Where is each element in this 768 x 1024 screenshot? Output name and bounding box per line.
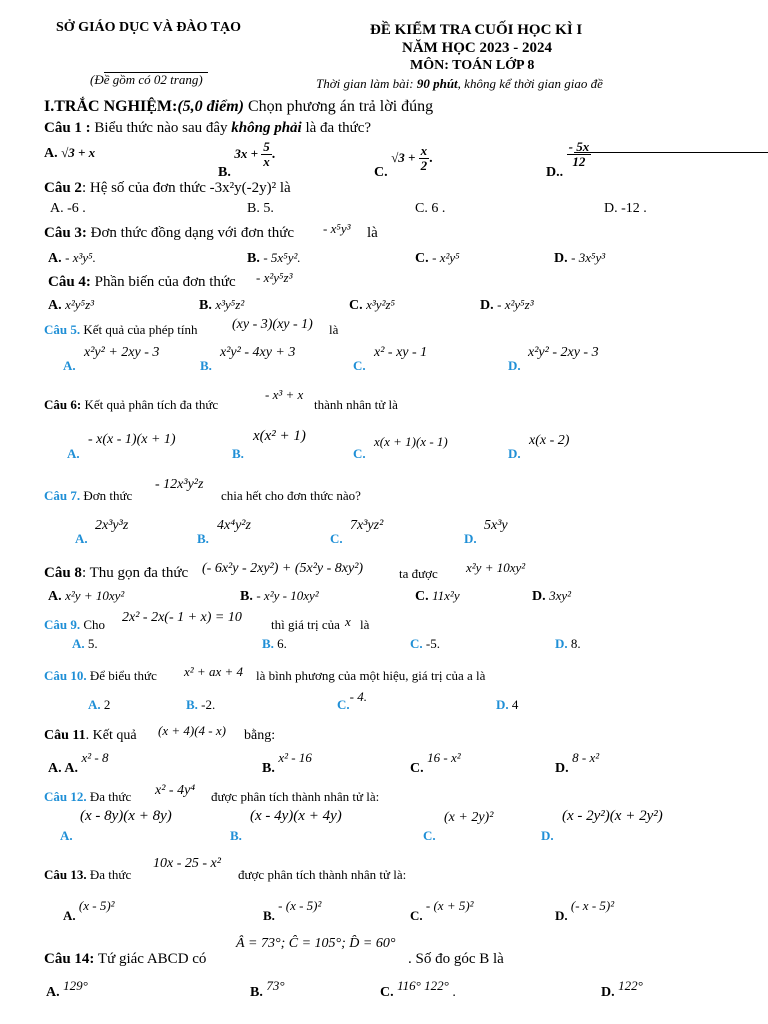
q13-tail: được phân tích thành nhân tử là:	[238, 867, 407, 882]
q7-option-a[interactable]: 2x³y³z	[95, 518, 129, 533]
q8-expression: (- 6x²y - 2xy²) + (5x²y - 8xy²)	[202, 561, 364, 576]
q9-variable: x	[345, 614, 351, 629]
time-note: Thời gian làm bài: 90 phút, không kể thời gian giao đề	[316, 76, 603, 91]
q6-tail: thành nhân tử là	[314, 397, 398, 412]
q6-option-c-label[interactable]: C.	[353, 446, 366, 461]
q6-option-d-label[interactable]: D.	[508, 446, 521, 461]
q1-option-a[interactable]: A. √3 + x	[44, 145, 96, 161]
q8-option-c[interactable]: C. 11x²y	[415, 588, 460, 604]
q6-expression: - x³ + x	[265, 387, 304, 402]
school-department: SỞ GIÁO DỤC VÀ ĐÀO TẠO	[56, 20, 242, 35]
q12-option-b-label[interactable]: B.	[230, 828, 242, 843]
q12-option-d[interactable]: (x - 2y²)(x + 2y²)	[562, 808, 663, 824]
question-8: Câu 8: Thu gọn đa thức	[44, 565, 189, 581]
q8-tail: ta được	[399, 566, 438, 581]
q14-option-c[interactable]: C. 116° 122° .	[380, 978, 456, 1000]
q12-option-d-label[interactable]: D.	[541, 828, 554, 843]
q13-option-d[interactable]: D. (- x - 5)²	[555, 898, 615, 923]
q11-option-b[interactable]: B. x² - 16	[262, 750, 312, 776]
q6-option-b-label[interactable]: B.	[232, 446, 244, 461]
question-12: Câu 12. Đa thức	[44, 789, 132, 804]
q14-option-d[interactable]: D. 122°	[601, 978, 643, 1000]
q12-option-c-label[interactable]: C.	[423, 828, 436, 843]
q5-option-d[interactable]: x²y² - 2xy - 3	[528, 345, 599, 360]
q4-option-b[interactable]: B. x³y⁵z²	[199, 297, 245, 313]
q3-option-b[interactable]: B. - 5x⁵y².	[247, 250, 301, 266]
q9-option-a[interactable]: A. 5.	[72, 636, 98, 651]
q2-option-a[interactable]: A. -6 .	[50, 201, 86, 216]
q11-option-c[interactable]: C. 16 - x²	[410, 750, 461, 776]
q4-option-d[interactable]: D. - x²y⁵z³	[480, 297, 534, 313]
q2-option-d[interactable]: D. -12 .	[604, 201, 647, 216]
q10-tail: là bình phương của một hiệu, giá trị của a là	[256, 668, 486, 683]
question-10: Câu 10. Để biểu thức	[44, 668, 157, 683]
question-4: Câu 4: Phần biến của đơn thức	[48, 274, 236, 290]
q5-option-b-label[interactable]: B.	[200, 358, 212, 373]
q12-option-a-label[interactable]: A.	[60, 828, 73, 843]
q11-expression: (x + 4)(4 - x)	[158, 723, 226, 738]
q7-option-c-label[interactable]: C.	[330, 531, 343, 546]
q8-option-b[interactable]: B. - x²y - 10xy²	[240, 588, 319, 604]
q12-option-c[interactable]: (x + 2y)²	[444, 810, 494, 825]
q11-option-d[interactable]: D. 8 - x²	[555, 750, 600, 776]
q9-expression: 2x² - 2x(- 1 + x) = 10	[122, 610, 242, 625]
q4-option-c[interactable]: C. x³y²z⁵	[349, 297, 396, 313]
q3-expression: - x⁵y³	[323, 221, 351, 236]
question-1: Câu 1 : Biểu thức nào sau đây không phải là đa thức?	[44, 120, 372, 136]
q9-tail: thì giá trị của	[271, 617, 340, 632]
subject: MÔN: TOÁN LỚP 8	[410, 58, 535, 73]
exam-title: ĐỀ KIỂM TRA CUỐI HỌC KÌ I	[370, 22, 583, 38]
q3-tail: là	[367, 225, 378, 241]
q5-option-a[interactable]: x²y² + 2xy - 3	[84, 345, 160, 360]
question-3: Câu 3: Đơn thức đồng dạng với đơn thức	[44, 225, 295, 241]
q6-option-c[interactable]: x(x + 1)(x - 1)	[374, 434, 448, 449]
q6-option-b[interactable]: x(x² + 1)	[253, 428, 306, 444]
question-14: Câu 14: Tứ giác ABCD có	[44, 951, 207, 967]
q3-option-c[interactable]: C. - x²y⁵	[415, 250, 460, 266]
q8-tail-expression: x²y + 10xy²	[466, 560, 526, 575]
question-2: Câu 2: Hệ số của đơn thức -3x²y(-2y)² là	[44, 180, 291, 196]
q11-option-a[interactable]: A. A. x² - 8	[48, 750, 109, 776]
q12-tail: được phân tích thành nhân tử là:	[211, 789, 380, 804]
q14-option-b[interactable]: B. 73°	[250, 978, 285, 1000]
q14-expression: Â = 73°; Ĉ = 105°; D̂ = 60°	[236, 936, 396, 951]
q4-expression: - x²y⁵z³	[256, 270, 293, 285]
section-title: I.TRẮC NGHIỆM:(5,0 điểm) Chọn phương án trả lời đúng	[44, 98, 434, 115]
q6-option-a-label[interactable]: A.	[67, 446, 80, 461]
q10-expression: x² + ax + 4	[184, 664, 243, 679]
q7-option-c[interactable]: 7x³yz²	[350, 518, 384, 533]
q8-option-a[interactable]: A. x²y + 10xy²	[48, 588, 125, 604]
q12-option-b[interactable]: (x - 4y)(x + 4y)	[250, 808, 342, 824]
question-7: Câu 7. Đơn thức	[44, 488, 133, 503]
q7-option-b-label[interactable]: B.	[197, 531, 209, 546]
q11-tail: bằng:	[244, 728, 276, 743]
q12-option-a[interactable]: (x - 8y)(x + 8y)	[80, 808, 172, 824]
page-count-note: (Đề gồm có 02 trang)	[90, 72, 203, 87]
q8-option-d[interactable]: D. 3xy²	[532, 588, 572, 604]
q3-option-d[interactable]: D. - 3x⁵y³	[554, 250, 606, 266]
q7-tail: chia hết cho đơn thức nào?	[221, 488, 361, 503]
q2-option-b[interactable]: B. 5.	[247, 201, 274, 216]
q7-option-d-label[interactable]: D.	[464, 531, 477, 546]
q3-option-a[interactable]: A. - x³y⁵.	[48, 250, 96, 266]
q12-expression: x² - 4y⁴	[155, 783, 196, 798]
q9-option-c[interactable]: C. -5.	[410, 636, 440, 651]
q13-option-a[interactable]: A. (x - 5)²	[63, 898, 115, 923]
q13-option-b[interactable]: B. - (x - 5)²	[263, 898, 322, 923]
q9-option-d[interactable]: D. 8.	[555, 636, 581, 651]
q7-expression: - 12x³y²z	[155, 477, 204, 492]
question-6: Câu 6: Kết quả phân tích đa thức	[44, 397, 219, 412]
q5-tail: là	[329, 322, 339, 337]
q13-expression: 10x - 25 - x²	[153, 856, 221, 871]
q5-option-c-label[interactable]: C.	[353, 358, 366, 373]
q5-option-d-label[interactable]: D.	[508, 358, 521, 373]
q10-option-a[interactable]: A. 2	[88, 697, 111, 712]
q5-option-b[interactable]: x²y² - 4xy + 3	[220, 345, 296, 360]
question-13: Câu 13. Đa thức	[44, 867, 132, 882]
question-11: Câu 11. Kết quả	[44, 728, 137, 743]
q6-option-d[interactable]: x(x - 2)	[529, 433, 570, 448]
q10-option-d[interactable]: D. 4	[496, 697, 519, 712]
q1-d-rule	[574, 152, 768, 153]
q1-option-b[interactable]: B. 3x + $\frac{5}{x}$ .	[218, 139, 276, 181]
q9-tail-2: là	[360, 617, 370, 632]
q7-option-d[interactable]: 5x³y	[484, 518, 508, 533]
q4-option-a[interactable]: A. x²y⁵z³	[48, 297, 95, 313]
q10-option-c[interactable]: C.- 4.	[337, 689, 367, 712]
q1-option-c[interactable]: C. √3 + $\frac{x}{2}$ .	[374, 143, 433, 181]
q14-option-a[interactable]: A. 129°	[46, 978, 88, 1000]
q2-option-c[interactable]: C. 6 .	[415, 201, 446, 216]
q5-expression: (xy - 3)(xy - 1)	[232, 317, 313, 332]
q7-option-b[interactable]: 4x⁴y²z	[217, 518, 251, 533]
q14-tail: . Số đo góc B là	[408, 951, 504, 967]
question-5: Câu 5. Kết quả của phép tính	[44, 322, 198, 337]
q5-option-c[interactable]: x² - xy - 1	[374, 345, 428, 360]
question-9: Câu 9. Cho	[44, 617, 106, 632]
q10-option-b[interactable]: B. -2.	[186, 697, 216, 712]
school-year: NĂM HỌC 2023 - 2024	[402, 40, 552, 56]
q13-option-c[interactable]: C. - (x + 5)²	[410, 898, 474, 923]
q5-option-a-label[interactable]: A.	[63, 358, 76, 373]
q1-option-d[interactable]: D.. $\frac{- 5x}{12}$	[546, 139, 590, 181]
q6-option-a[interactable]: - x(x - 1)(x + 1)	[88, 432, 176, 447]
q9-option-b[interactable]: B. 6.	[262, 636, 287, 651]
q7-option-a-label[interactable]: A.	[75, 531, 88, 546]
